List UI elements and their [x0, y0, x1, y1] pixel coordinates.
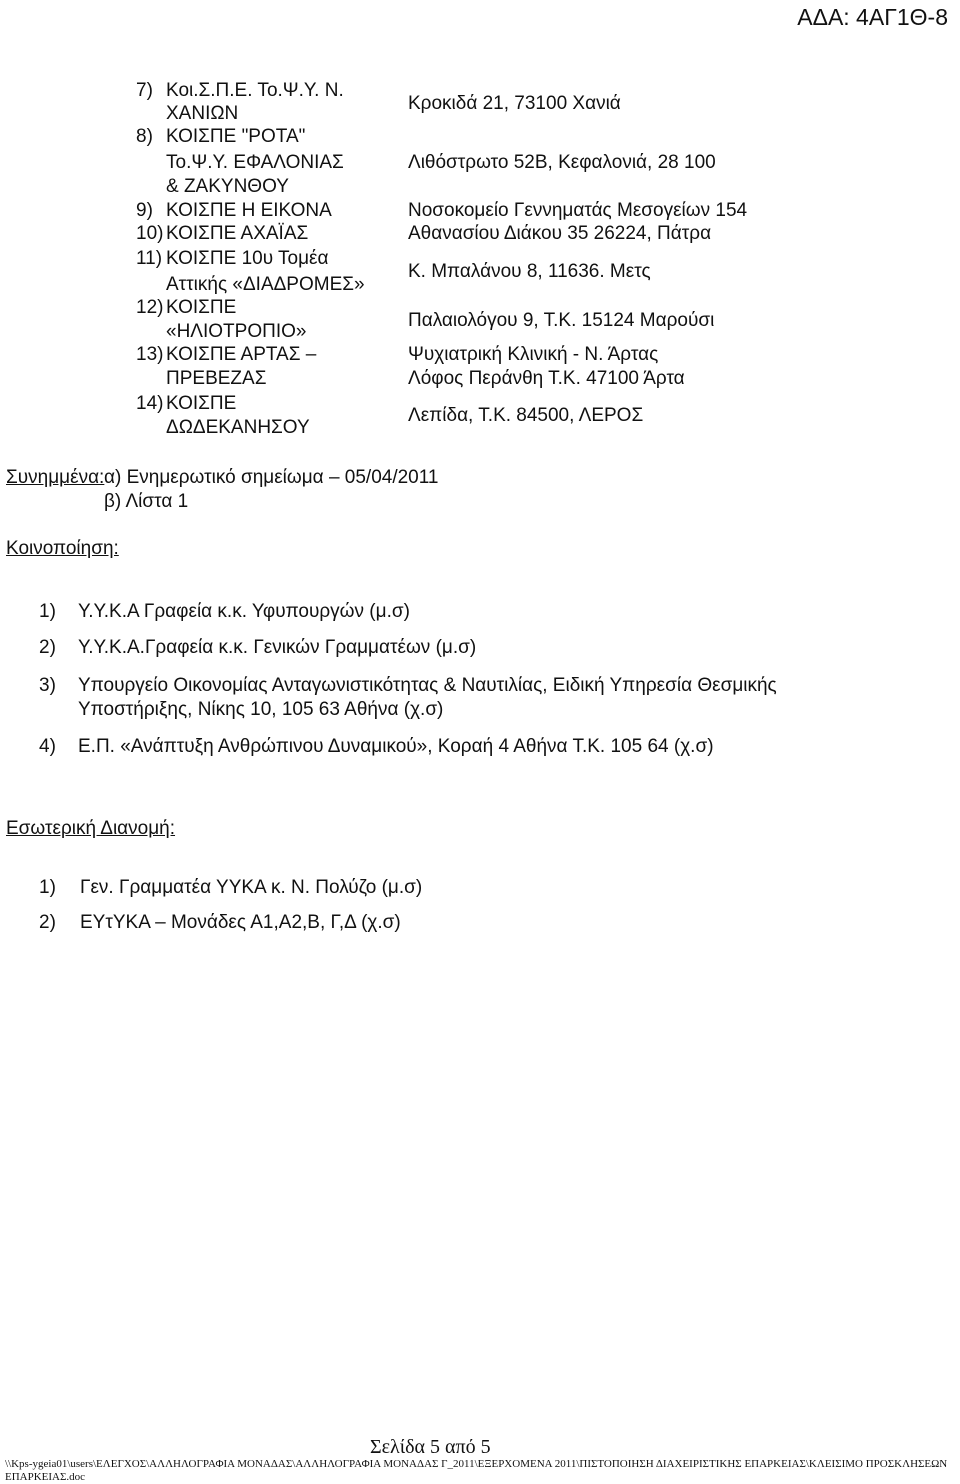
notification-text: Υ.Υ.Κ.Α Γραφεία κ.κ. Υφυπουργών (μ.σ) [78, 601, 410, 622]
notification-number: 4) [39, 736, 56, 757]
entity-name: Το.Ψ.Υ. ΕΦΑΛΟΝΙΑΣ [166, 152, 344, 173]
notification-number: 2) [39, 637, 56, 658]
entity-name: ΔΩΔΕΚΑΝΗΣΟΥ [166, 417, 310, 438]
entity-name: ΧΑΝΙΩΝ [166, 103, 239, 124]
internal-text: ΕΥτΥΚΑ – Μονάδες Α1,Α2,Β, Γ,Δ (χ.σ) [80, 912, 401, 933]
entity-number: 10) [136, 223, 164, 244]
entity-name: & ΖΑΚΥΝΘΟΥ [166, 176, 289, 197]
internal-number: 1) [39, 877, 56, 898]
entity-number: 9) [136, 200, 153, 221]
entity-name: ΠΡΕΒΕΖΑΣ [166, 368, 267, 389]
attachment-b: β) Λίστα 1 [104, 491, 189, 512]
notification-text: Υποστήριξης, Νίκης 10, 105 63 Αθήνα (χ.σ) [78, 699, 444, 720]
entity-number: 13) [136, 344, 164, 365]
entity-address: Αθανασίου Διάκου 35 26224, Πάτρα [408, 223, 712, 244]
entity-name: ΚΟΙΣΠΕ [166, 297, 237, 318]
entity-name: ΚΟΙΣΠΕ ΑΡΤΑΣ – [166, 344, 317, 365]
entity-name: Αττικής «ΔΙΑΔΡΟΜΕΣ» [166, 274, 365, 295]
entity-address: Λόφος Περάνθη Τ.Κ. 47100 Άρτα [408, 368, 685, 389]
entity-name: ΚΟΙΣΠΕ Η ΕΙΚΟΝΑ [166, 200, 332, 221]
entity-address: Λεπίδα, Τ.Κ. 84500, ΛΕΡΟΣ [408, 405, 644, 426]
internal-number: 2) [39, 912, 56, 933]
entity-number: 12) [136, 297, 164, 318]
entity-name: ΚΟΙΣΠΕ "ΡΟΤΑ" [166, 126, 306, 147]
entity-number: 14) [136, 393, 164, 414]
entity-name: ΚΟΙΣΠΕ 10υ Τομέα [166, 248, 329, 269]
entity-name: Κοι.Σ.Π.Ε. Το.Ψ.Υ. Ν. [166, 80, 344, 101]
entity-name: «ΗΛΙΟΤΡΟΠΙΟ» [166, 321, 307, 342]
entity-address: Κροκιδά 21, 73100 Χανιά [408, 93, 621, 114]
notification-number: 3) [39, 675, 56, 696]
internal-distribution-label: Εσωτερική Διανομή: [6, 818, 176, 839]
entity-number: 8) [136, 126, 153, 147]
notification-text: Υπουργείο Οικονομίας Ανταγωνιστικότητας & Ναυτιλίας, Ειδική Υπηρεσία Θεσμικής [78, 675, 777, 696]
entity-name: ΚΟΙΣΠΕ ΑΧΑΪΑΣ [166, 223, 309, 244]
internal-text: Γεν. Γραμματέα ΥΥΚΑ κ. Ν. Πολύζο (μ.σ) [80, 877, 423, 898]
attachments-label: Συνημμένα: [6, 467, 105, 488]
entity-address: Λιθόστρωτο 52Β, Κεφαλονιά, 28 100 [408, 152, 716, 173]
entity-number: 11) [136, 248, 163, 269]
entity-address: Παλαιολόγου 9, Τ.Κ. 15124 Μαρούσι [408, 310, 715, 331]
notification-text: Ε.Π. «Ανάπτυξη Ανθρώπινου Δυναμικού», Κοραή 4 Αθήνα Τ.Κ. 105 64 (χ.σ) [78, 736, 714, 757]
file-path: \\Kps-ygeia01\users\ΕΛΕΓΧΟΣ\ΑΛΛΗΛΟΓΡΑΦΙΑ ΜΟΝΑΔΑΣ\ΑΛΛΗΛΟΓΡΑΦΙΑ ΜΟΝΑΔΑΣ Γ_2011\ΕΞΕΡΧΟΜΕΝΑ 2011\ΠΙΣΤΟΠΟΙΗΣΗ ΔΙΑΧΕΙΡΙΣΤΙΚΗΣ ΕΠΑΡΚΕΙΑΣ\ΚΛΕΙΣΙΜΟ ΠΡΟΣΚΛΗΣΕΩΝ ΕΠΑΡΚΕΙΑΣ.doc [5, 1458, 948, 1483]
entity-number: 7) [136, 80, 153, 101]
page-number: Σελίδα 5 από 5 [370, 1436, 491, 1458]
entity-address: Νοσοκομείο Γεννηματάς Μεσογείων 154 [408, 200, 748, 221]
entity-name: ΚΟΙΣΠΕ [166, 393, 237, 414]
ada-code: ΑΔΑ: 4ΑΓ1Θ-8 [797, 4, 948, 30]
notification-number: 1) [39, 601, 56, 622]
attachment-a: α) Ενημερωτικό σημείωμα – 05/04/2011 [104, 467, 439, 488]
notification-text: Υ.Υ.Κ.Α.Γραφεία κ.κ. Γενικών Γραμματέων (μ.σ) [78, 637, 477, 658]
entity-address: Ψυχιατρική Κλινική - Ν. Άρτας [408, 344, 659, 365]
entity-address: Κ. Μπαλάνου 8, 11636. Μετς [408, 261, 651, 282]
notification-label: Κοινοποίηση: [6, 538, 119, 559]
